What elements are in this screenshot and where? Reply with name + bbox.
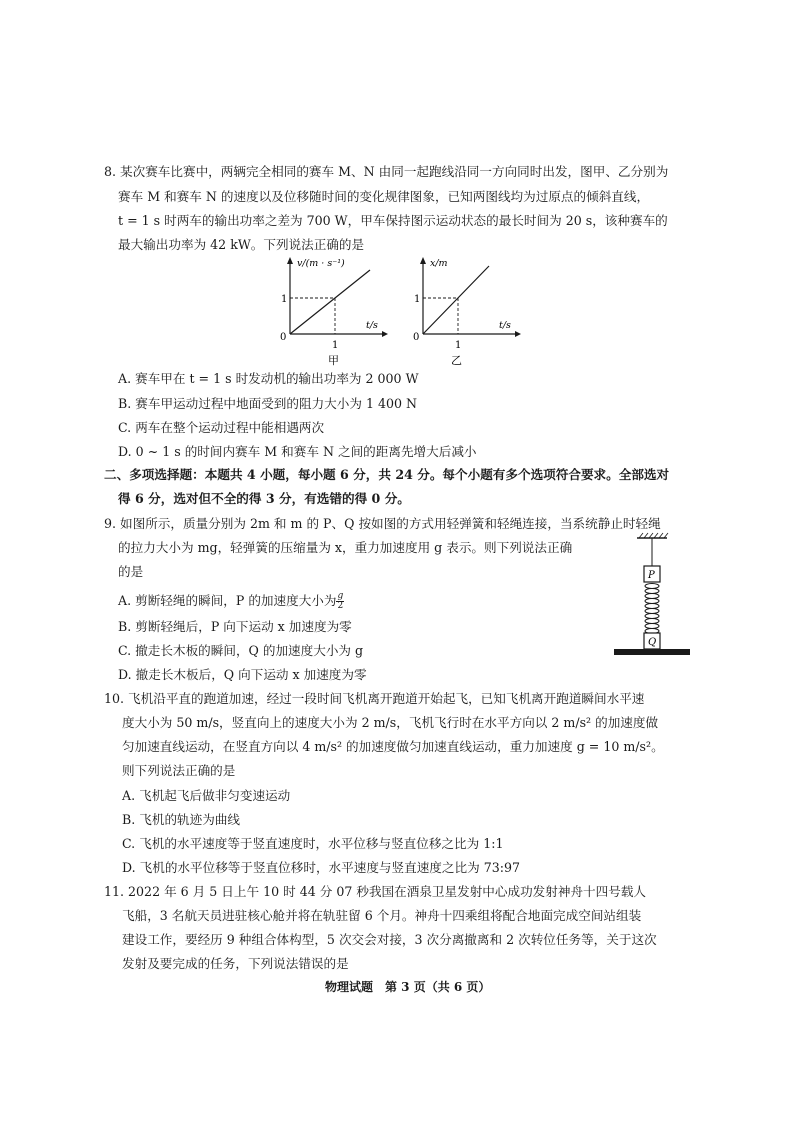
x-axis-arrow [382,331,388,337]
fraction-g-over-2 [336,592,344,611]
y-axis-label: v/(m · s⁻¹) [297,258,345,269]
q9-line-2: 的拉力大小为 mg，轻弹簧的压缩量为 x，重力加速度用 g 表示。则下列说法正确 [118,540,573,555]
q11-line-3: 建设工作，要经历 9 种组合体构型，5 次交会对接，3 次分离撤离和 2 次转位任务等，关于这次 [122,932,657,947]
ceiling-hatch [639,533,668,538]
q9-option-a [118,592,344,611]
y-axis-arrow [420,257,426,264]
figure-caption: 乙 [451,354,462,367]
q11-line-2: 飞船，3 名航天员进驻核心舱并将在轨驻留 6 个月。神舟十四乘组将配合地面完成空间站组装 [122,908,642,923]
q8-line-2: 赛车 M 和赛车 N 的速度以及位移随时间的变化规律图象，已知两图线均为过原点的倾斜直线， [118,189,650,204]
x-axis-label: t/s [499,320,511,331]
section-heading-line-1: 二、多项选择题：本题共 4 小题，每小题 6 分，共 24 分。每个小题有多个选项符合要求。全部选对 [104,467,670,482]
q11-line-4: 发射及要完成的任务，下列说法错误的是 [122,956,349,971]
v-t-line [290,270,370,334]
q9-option-d: D. 撤走长木板后，Q 向下运动 x 加速度为零 [118,667,367,682]
section-heading-line-2: 得 6 分，选对但不全的得 3 分，有选错的得 0 分。 [118,491,410,506]
q8-line-4: 最大输出功率为 42 kW。下列说法正确的是 [118,237,365,252]
q10-line-2: 度大小为 50 m/s，竖直向上的速度大小为 2 m/s，飞机飞行时在水平方向以 2 m/s² 的加速度做 [122,715,659,730]
x-axis-label: t/s [366,320,378,331]
q10-line-4: 则下列说法正确的是 [122,763,236,778]
q10-line-1: 10. 飞机沿平直的跑道加速，经过一段时间飞机离开跑道开始起飞，已知飞机离开跑道瞬间水平速 [104,691,645,706]
block-q-label: Q [648,637,657,648]
block-p-label: P [648,570,655,581]
fraction-numerator: g [337,591,344,601]
q10-option-c: C. 飞机的水平速度等于竖直速度时，水平位移与竖直位移之比为 1:1 [122,836,504,851]
q8-line-1: 8. 某次赛车比赛中，两辆完全相同的赛车 M、N 由同一起跑线沿同一方向同时出发，图甲、乙分别为 [104,164,669,179]
q8-option-a: A. 赛车甲在 t = 1 s 时发动机的输出功率为 2 000 W [118,371,419,386]
q8-option-c: C. 两车在整个运动过程中能相遇两次 [118,420,325,435]
y-axis-arrow [287,257,293,264]
page-footer: 物理试题 第 3 页（共 6 页） [325,980,491,994]
y-tick-label: 1 [414,294,421,305]
q10-option-b: B. 飞机的轨迹为曲线 [122,812,241,827]
figure-caption: 甲 [328,354,339,367]
fraction-denominator: 2 [337,601,344,611]
x-tick-label: 1 [332,340,339,351]
x-tick-label: 1 [455,340,462,351]
q9-line-1: 9. 如图所示，质量分别为 2m 和 m 的 P、Q 按如图的方式用轻弹簧和轻绳连接，当系统静止时轻绳 [104,516,661,531]
q10-option-d: D. 飞机的水平位移等于竖直位移时，水平速度与竖直速度之比为 73:97 [122,860,520,875]
x-t-line [423,266,489,334]
q11-line-1: 11. 2022 年 6 月 5 日上午 10 时 44 分 07 秒我国在酒泉卫星发射中心成功发射神舟十四号载人 [104,884,647,899]
origin-label: 0 [413,332,420,343]
q8-option-b: B. 赛车甲运动过程中地面受到的阻力大小为 1 400 N [118,396,418,411]
x-axis-arrow [515,331,521,337]
q9-line-3: 的是 [118,564,144,579]
q9-option-a-text: A. 剪断轻绳的瞬间，P 的加速度大小为 [118,593,337,608]
origin-label: 0 [280,332,287,343]
long-board [614,649,690,655]
q10-line-3: 匀加速直线运动，在竖直方向以 4 m/s² 的加速度做匀加速直线运动，重力加速度 g = 10 m/s²。 [122,739,664,754]
q9-option-b: B. 剪断轻绳后，P 向下运动 x 加速度为零 [118,619,352,634]
spring-rope-figure [612,530,692,660]
light-spring [645,584,659,634]
q10-option-a: A. 飞机起飞后做非匀变速运动 [122,788,291,803]
q8-line-3: t = 1 s 时两车的输出功率之差为 700 W，甲车保持图示运动状态的最长时间为 20 s，该种赛车的 [118,213,668,228]
y-tick-label: 1 [281,294,288,305]
q9-option-c: C. 撤走长木板的瞬间，Q 的加速度大小为 g [118,643,364,658]
y-axis-label: x/m [430,258,448,269]
displacement-time-graph [403,252,523,370]
velocity-time-graph [270,252,390,370]
q8-option-d: D. 0 ~ 1 s 的时间内赛车 M 和赛车 N 之间的距离先增大后减小 [118,444,477,459]
